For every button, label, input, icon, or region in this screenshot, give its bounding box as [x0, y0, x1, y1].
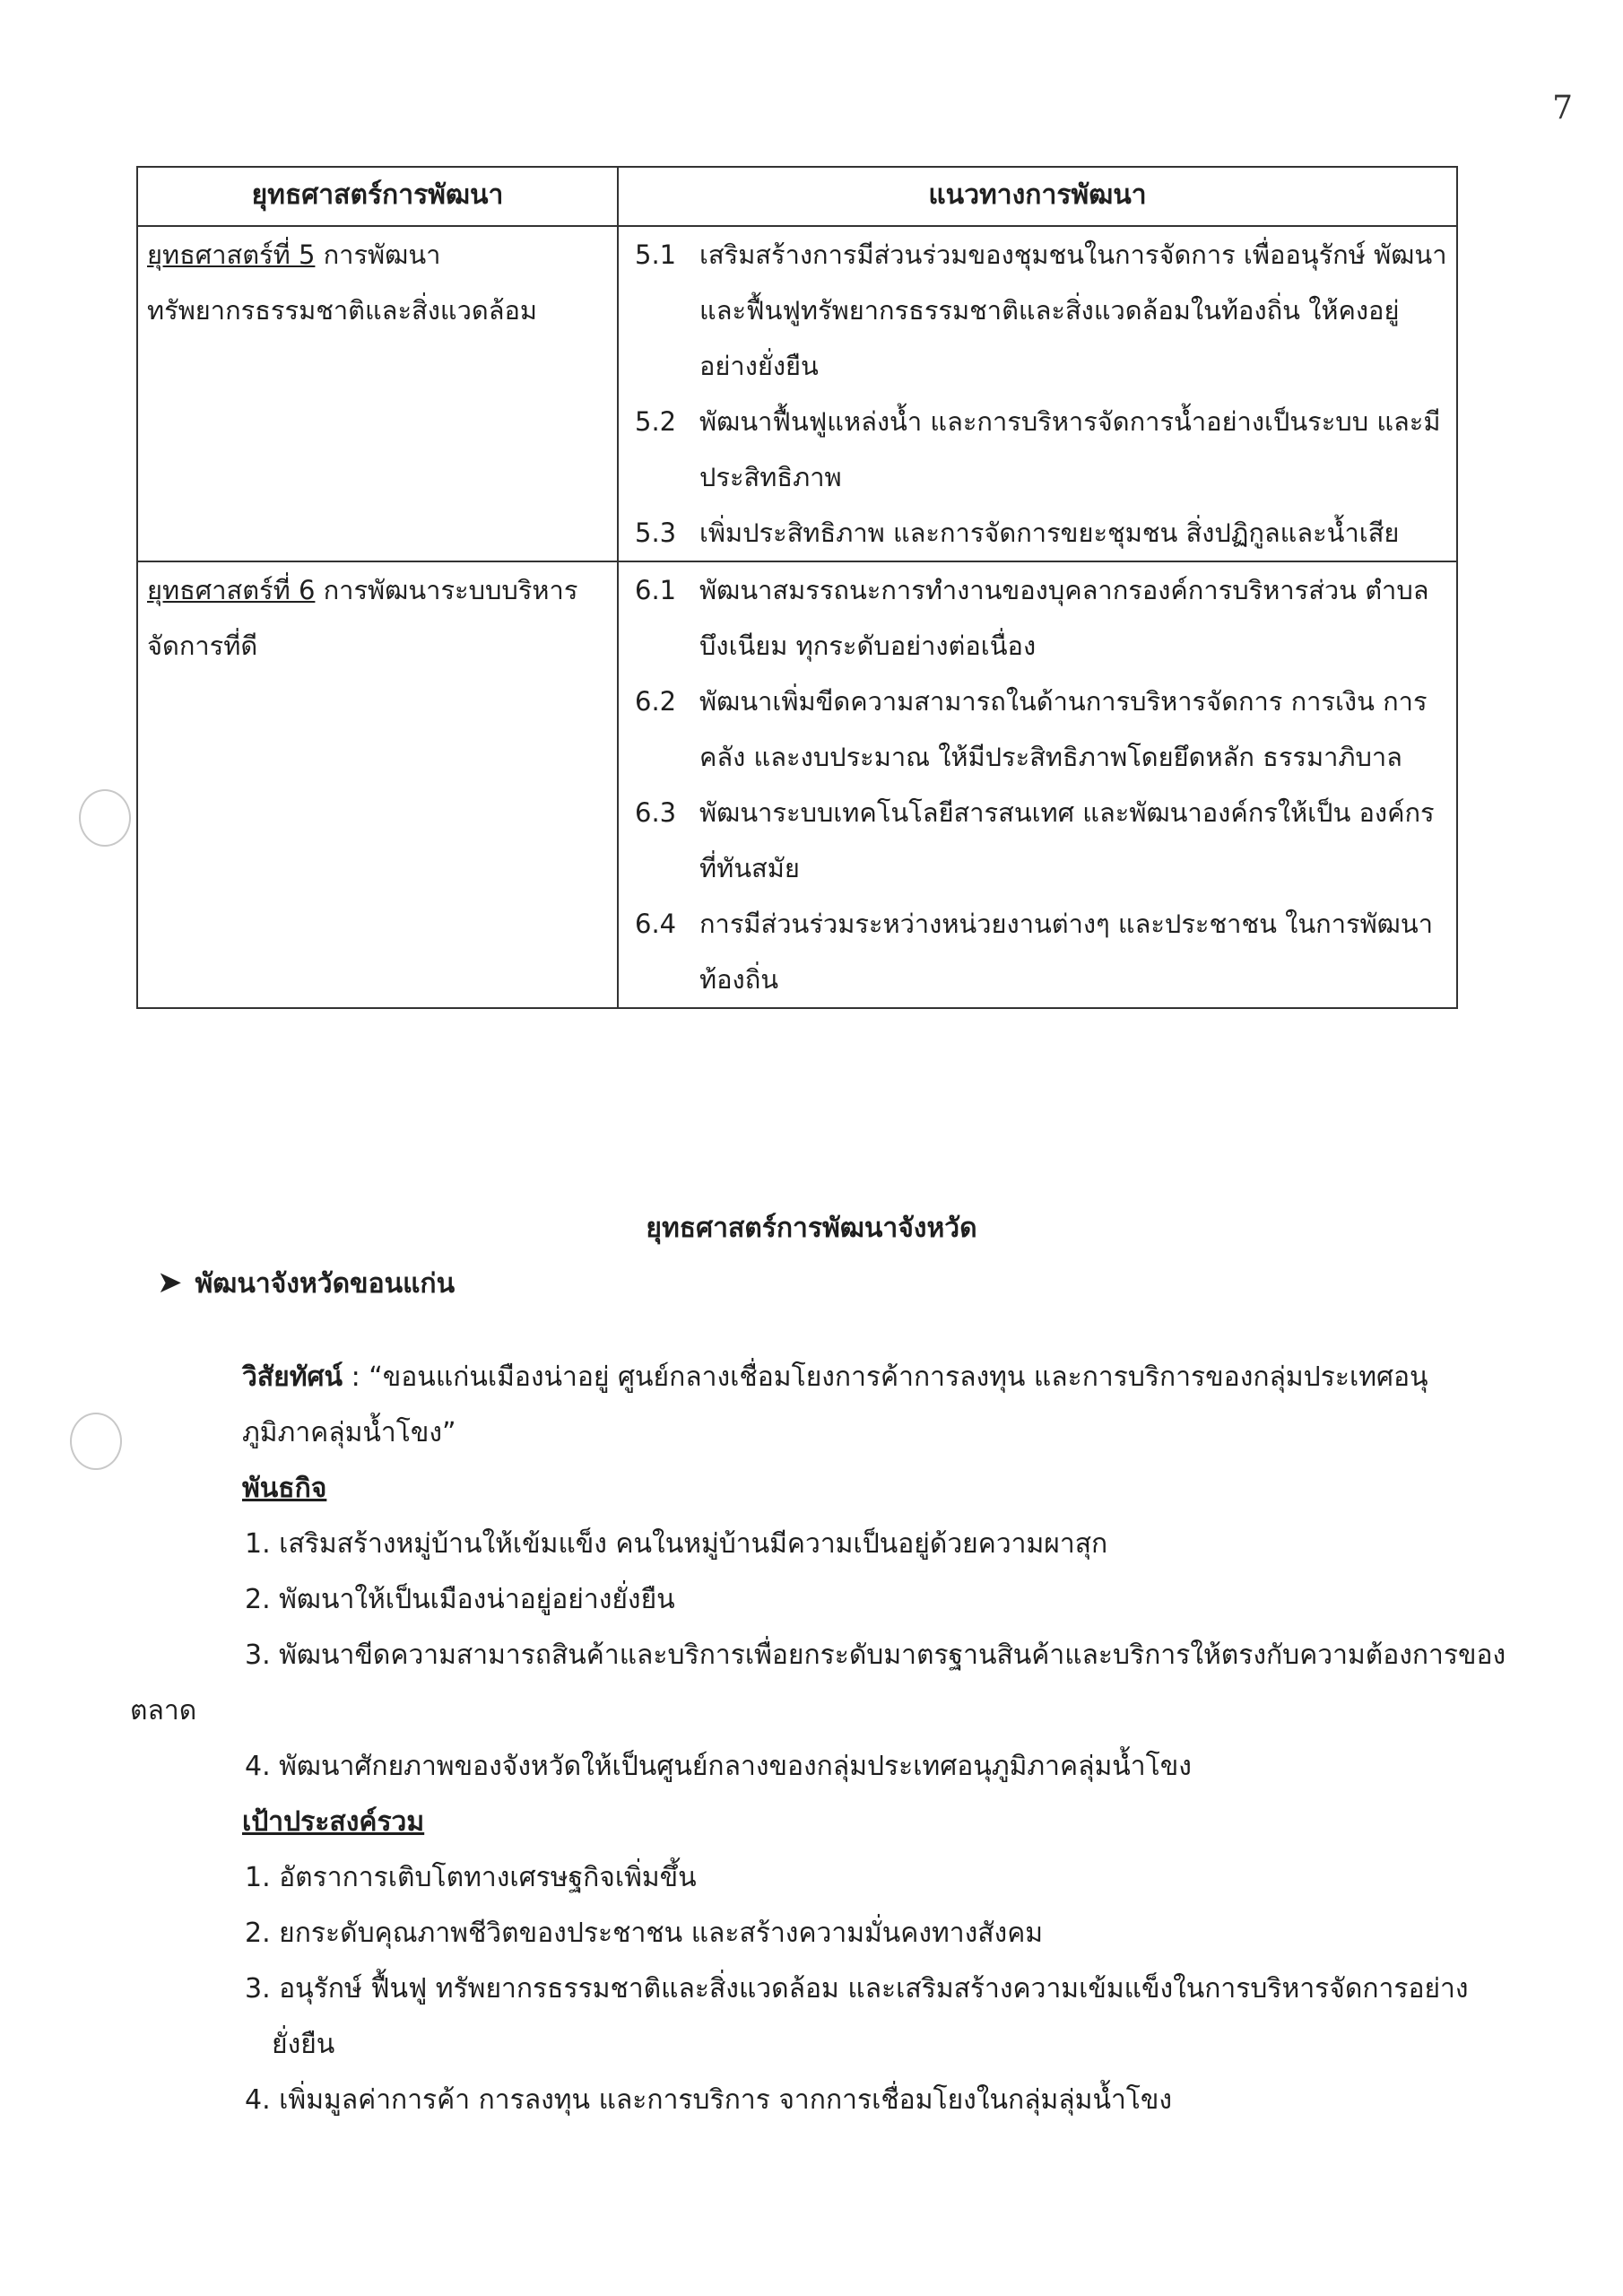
strategy-name — [147, 227, 608, 283]
strategy-cell — [137, 561, 618, 1008]
mission-item-continued: ตลาด — [130, 1695, 197, 1726]
guideline-text: พัฒนาเพิ่มขีดความสามารถในด้านการบริหารจัดการ การเงิน การคลัง และงบประมาณ ให้มีประสิทธิภาพโดยยึดหลัก ธรรมาภิบาล — [699, 686, 1428, 772]
province-heading — [157, 1256, 455, 1309]
strategy-label: ยุทธศาสตร์ที่ 5 — [147, 239, 316, 270]
body-content — [130, 1350, 1506, 2128]
goal-item: 1. อัตราการเติบโตทางเศรษฐกิจเพิ่มขึ้น — [245, 1862, 697, 1893]
strategy-text-continued: จัดการที่ดี — [147, 631, 258, 661]
guideline-item — [635, 562, 1447, 674]
punch-hole-bottom — [70, 1413, 122, 1470]
mission-item: 3. พัฒนาขีดความสามารถสินค้าและบริการเพื่อยกระดับมาตรฐานสินค้าและบริการให้ตรงกับความต้องการของ — [245, 1639, 1506, 1671]
guideline-text: พัฒนาระบบเทคโนโลยีสารสนเทศ และพัฒนาองค์กรให้เป็น องค์กรที่ทันสมัย — [699, 797, 1435, 883]
goal-item: 2. ยกระดับคุณภาพชีวิตของประชาชน และสร้างความมั่นคงทางสังคม — [245, 1918, 1044, 1949]
guideline-text: พัฒนาฟื้นฟูแหล่งน้ำ และการบริหารจัดการน้ำอย่างเป็นระบบ และมีประสิทธิภาพ — [699, 406, 1441, 492]
table-row — [137, 561, 1457, 1008]
arrow-bullet-icon: ➤ — [157, 1265, 183, 1300]
guideline-number: 6.2 — [635, 686, 677, 717]
strategy-text: การพัฒนาระบบบริหาร — [315, 575, 578, 605]
goal-item: 3. อนุรักษ์ ฟื้นฟู ทรัพยากรธรรมชาติและสิ่งแวดล้อม และเสริมสร้างความเข้มแข็งในการบริหารจัดการอย่างยั่งยืน — [245, 1973, 1469, 2060]
strategy-table — [136, 166, 1458, 1009]
guideline-text: เสริมสร้างการมีส่วนร่วมของชุมชนในการจัดการ เพื่ออนุรักษ์ พัฒนาและฟื้นฟูทรัพยากรธรรมชาติและสิ่งแวดล้อมในท้องถิ่น ให้คงอยู่อย่างยั่งยืน — [699, 239, 1447, 381]
guideline-cell — [618, 561, 1457, 1008]
guideline-number: 5.3 — [635, 517, 677, 548]
strategy-name — [147, 562, 608, 618]
strategy-label: ยุทธศาสตร์ที่ 6 — [147, 575, 316, 605]
section-title: ยุทธศาสตร์การพัฒนาจังหวัด — [646, 1213, 977, 1244]
header-guidelines: แนวทางการพัฒนา — [618, 167, 1457, 226]
guideline-number: 6.4 — [635, 909, 677, 939]
vision-paragraph — [130, 1350, 1506, 1461]
guideline-number: 5.1 — [635, 239, 677, 270]
guideline-text: พัฒนาสมรรถนะการทำงานของบุคลากรองค์การบริหารส่วน ตำบลบึงเนียม ทุกระดับอย่างต่อเนื่อง — [699, 575, 1429, 661]
guideline-item — [635, 394, 1447, 505]
guideline-item — [635, 227, 1447, 394]
table-row — [137, 226, 1457, 561]
goals-heading: เป้าประสงค์รวม — [242, 1806, 425, 1838]
guideline-item — [635, 505, 1447, 561]
vision-text: : “ขอนแก่นเมืองน่าอยู่ ศูนย์กลางเชื่อมโยงการค้าการลงทุน และการบริการของกลุ่มประเทศอนุภูมิภาคลุ่มน้ำโขง” — [242, 1361, 1428, 1448]
guideline-item — [635, 785, 1447, 896]
guideline-item — [635, 896, 1447, 1007]
mission-item: 4. พัฒนาศักยภาพของจังหวัดให้เป็นศูนย์กลางของกลุ่มประเทศอนุภูมิภาคลุ่มน้ำโขง — [245, 1751, 1192, 1782]
mission-item: 1. เสริมสร้างหมู่บ้านให้เข้มแข็ง คนในหมู่บ้านมีความเป็นอยู่ด้วยความผาสุก — [245, 1528, 1108, 1560]
punch-hole-top — [79, 789, 131, 847]
guideline-item — [635, 674, 1447, 785]
guideline-text: เพิ่มประสิทธิภาพ และการจัดการขยะชุมชน สิ่งปฏิกูลและน้ำเสีย — [699, 517, 1400, 548]
strategy-cell — [137, 226, 618, 561]
strategy-text-continued: ทรัพยากรธรรมชาติและสิ่งแวดล้อม — [147, 295, 537, 326]
header-strategy: ยุทธศาสตร์การพัฒนา — [137, 167, 618, 226]
mission-heading: พันธกิจ — [242, 1473, 327, 1504]
page-number: 7 — [1552, 90, 1573, 126]
strategy-text: การพัฒนา — [315, 239, 441, 270]
guideline-number: 6.3 — [635, 797, 677, 828]
goal-item: 4. เพิ่มมูลค่าการค้า การลงทุน และการบริการ จากการเชื่อมโยงในกลุ่มลุ่มน้ำโขง — [245, 2084, 1173, 2116]
table-header-row — [137, 167, 1457, 226]
province-heading-text: พัฒนาจังหวัดขอนแก่น — [195, 1268, 456, 1300]
mission-item: 2. พัฒนาให้เป็นเมืองน่าอยู่อย่างยั่งยืน — [245, 1584, 675, 1615]
guideline-text: การมีส่วนร่วมระหว่างหน่วยงานต่างๆ และประชาชน ในการพัฒนาท้องถิ่น — [699, 909, 1433, 995]
guideline-number: 6.1 — [635, 575, 677, 605]
guideline-number: 5.2 — [635, 406, 677, 437]
vision-label: วิสัยทัศน์ — [242, 1361, 343, 1393]
province-strategy-section — [0, 1202, 1623, 2116]
guideline-cell — [618, 226, 1457, 561]
